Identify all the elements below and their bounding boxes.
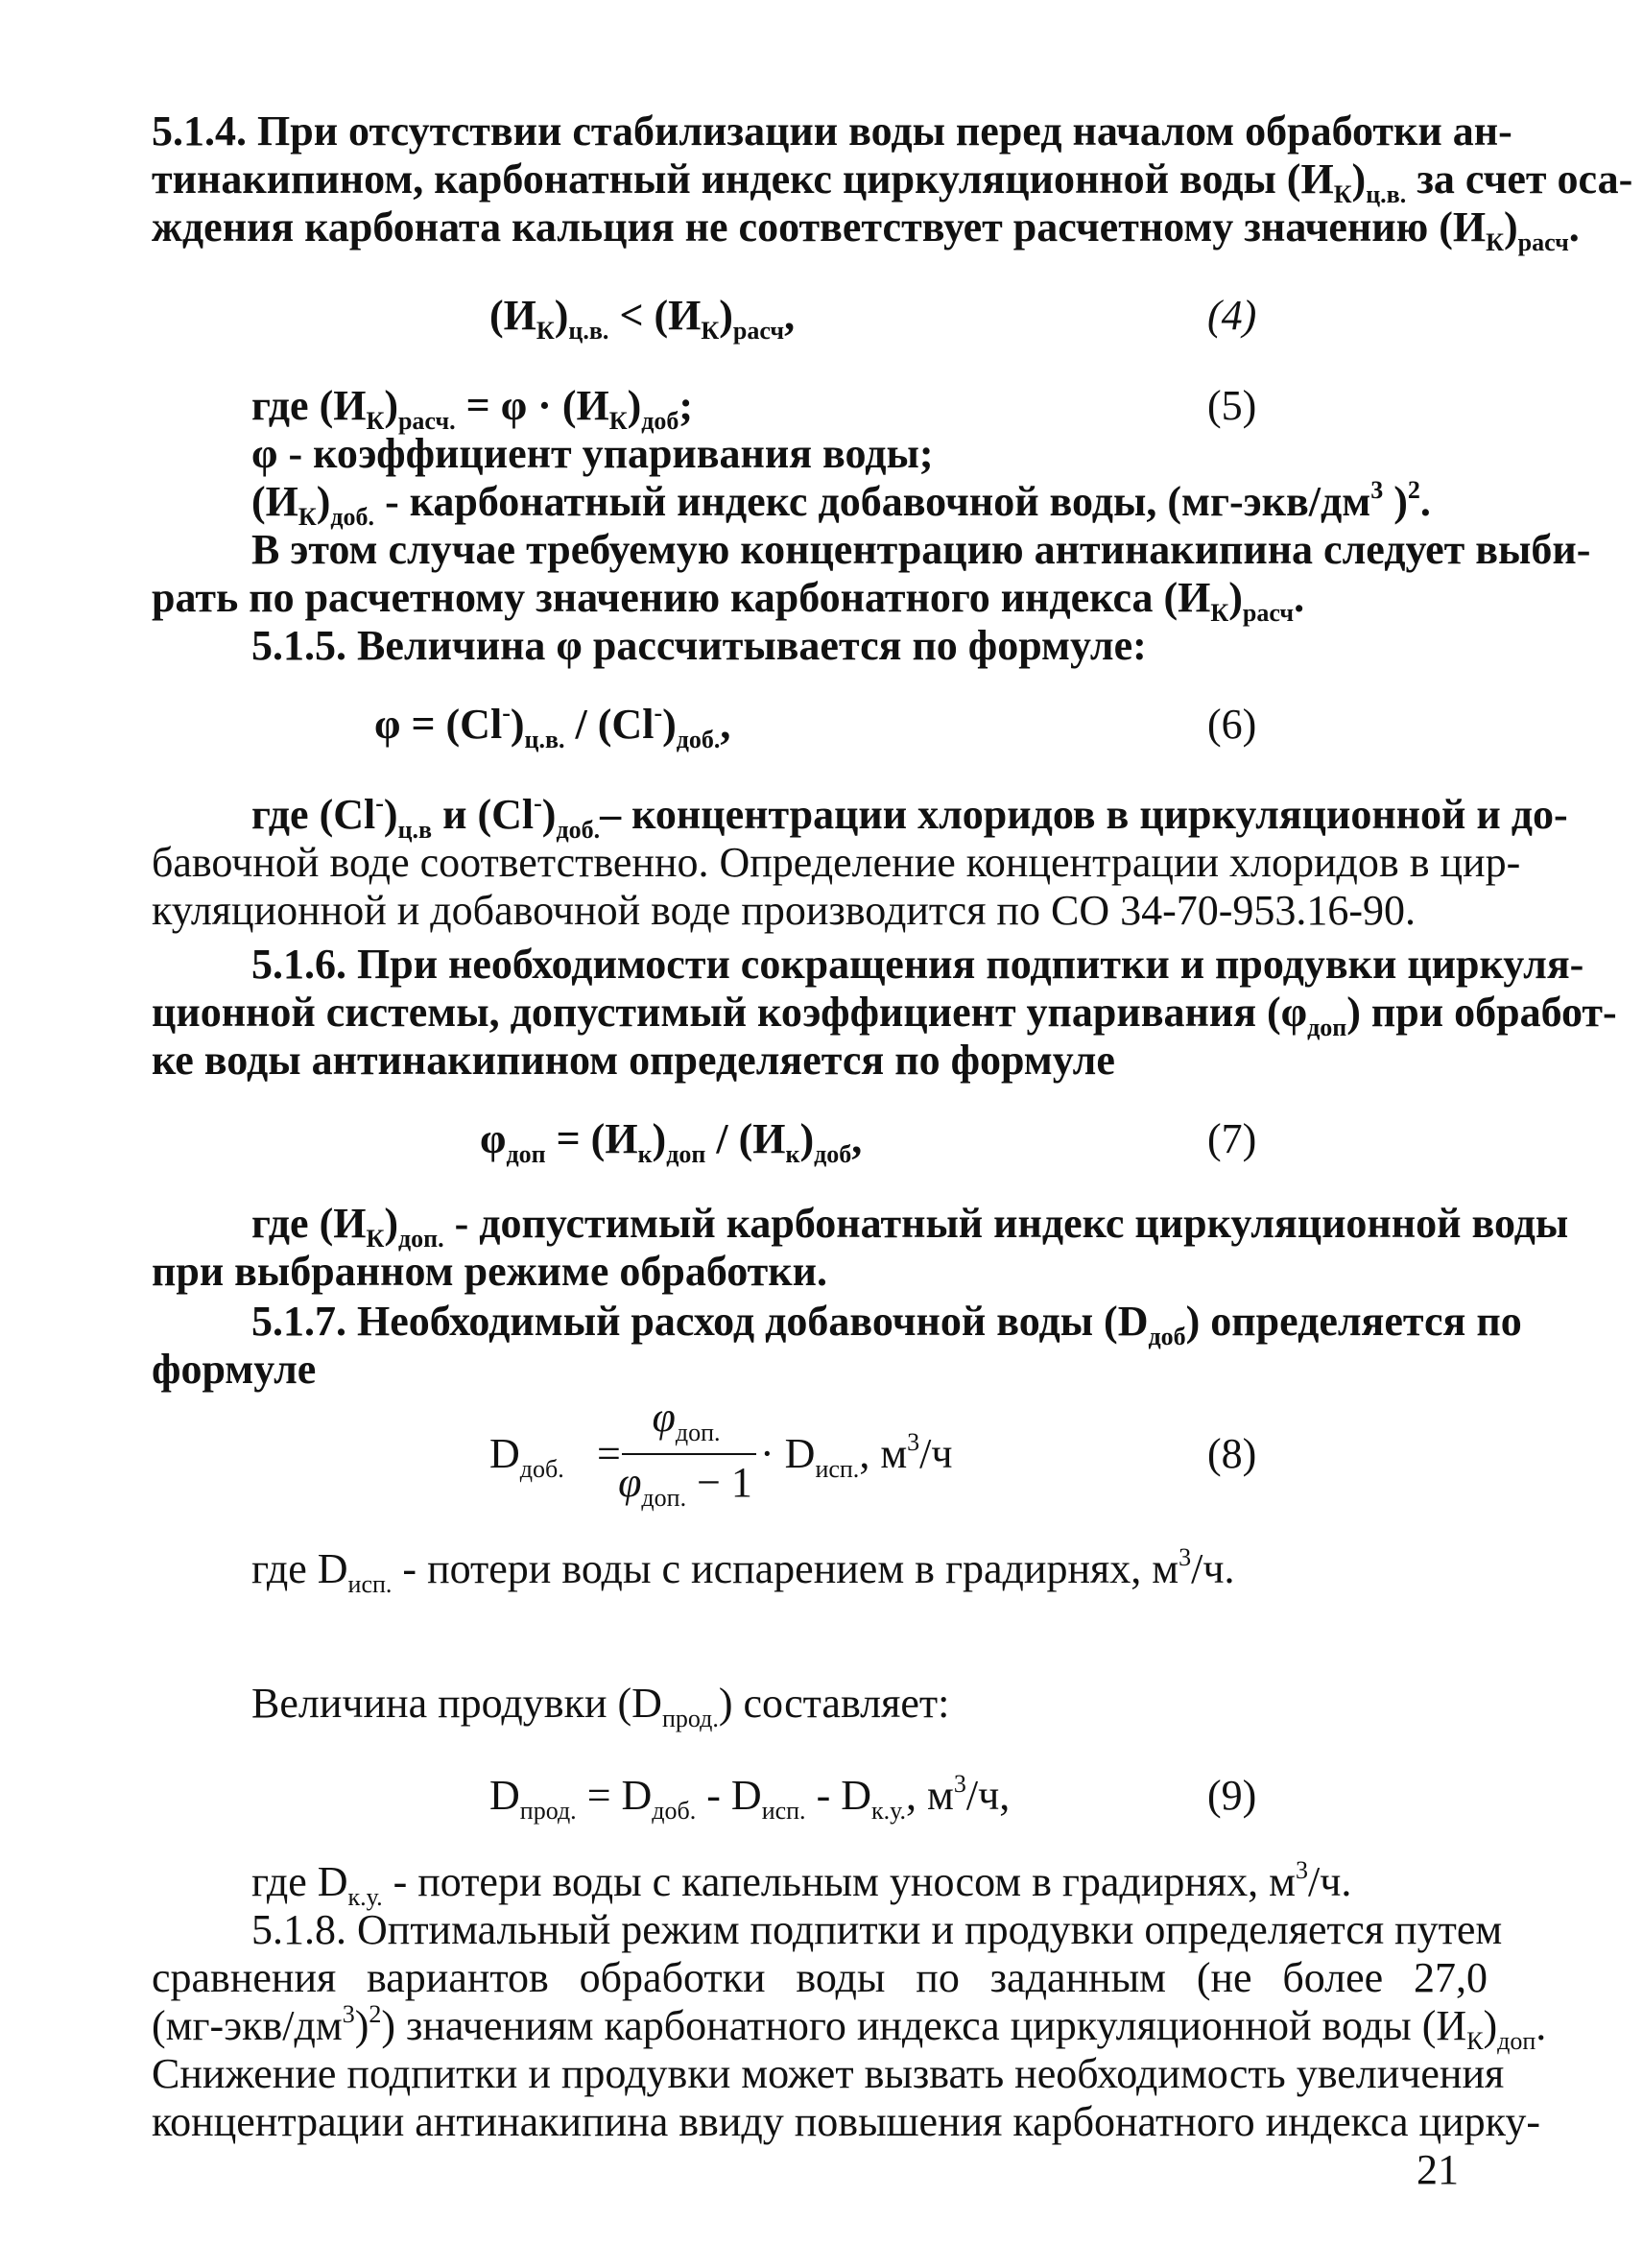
paragraph-5-1-8-line-4: Снижение подпитки и продувки может вызвать необходимость увеличения bbox=[152, 2050, 1505, 2097]
formula-8-rhs: · $D_{исп.}$, $м^3/ч$ bbox=[760, 1428, 953, 1483]
paragraph-5-1-7-line-1: 5.1.7. Необходимый расход добавочной воды $(D_{доб})$ определяется по bbox=[251, 1298, 1522, 1350]
formula-8-fraction-bar bbox=[622, 1453, 756, 1455]
paragraph-5-1-5-title: 5.1.5. Величина φ рассчитывается по формуле: bbox=[251, 622, 1147, 669]
blowdown-intro: Величина продувки $(D_{прод.})$ составляет: bbox=[251, 1680, 950, 1732]
phi-definition: φ - коэффициент упаривания воды; bbox=[251, 430, 934, 477]
formula-5-number: (5) bbox=[1207, 382, 1257, 429]
paragraph-5-1-8-line-5: концентрации антинакипина ввиду повышения карбонатного индекса цирку- bbox=[152, 2098, 1541, 2145]
formula-6: $\varphi = (Cl^-)_{ц.в.} / (Cl^-)_{доб.}$, bbox=[374, 699, 731, 753]
chloride-line-1: где $(Cl^-)_{ц.в}$ и $(Cl^-)_{доб.}-$ концентрации хлоридов в циркуляционной и до- bbox=[251, 789, 1568, 844]
formula-6-number: (6) bbox=[1207, 701, 1257, 748]
formula-9: $D_{прод.} = D_{доб.} - D_{исп.} - D_{к.у.}$, $м^3/ч$, bbox=[489, 1770, 1011, 1825]
paragraph-5-1-6-line-3: ке воды антинакипином определяется по формуле bbox=[152, 1037, 1115, 1084]
case-line-1: В этом случае требуемую концентрацию антинакипина следует выби- bbox=[251, 526, 1591, 573]
paragraph-5-1-4-line-1: 5.1.4. При отсутствии стабилизации воды перед началом обработки ан- bbox=[152, 107, 1512, 155]
formula-7-number: (7) bbox=[1207, 1115, 1257, 1162]
formula-8-lhs: $D_{доб.}$ bbox=[489, 1430, 564, 1483]
paragraph-5-1-4-line-2: тинакипином, карбонатный индекс циркуляционной воды $(И_К)_{ц.в.}$ за счет оса- bbox=[152, 155, 1633, 208]
paragraph-5-1-8-line-2: сравнения вариантов обработки воды по заданным (не более 27,0 bbox=[152, 1954, 1488, 2001]
d-isp-definition: где $D_{исп.}$ - потери воды с испарением в градирнях, $м^3/ч$. bbox=[251, 1543, 1235, 1598]
formula-8-equals: = bbox=[597, 1430, 621, 1477]
case-line-2: рать по расчетному значению карбонатного индекса $(И_К)_{расч}$. bbox=[152, 574, 1305, 627]
d-ku-definition: где $D_{к.у.}$ - потери воды с капельным уносом в градирнях, $м^3/ч$. bbox=[251, 1856, 1352, 1911]
paragraph-5-1-8-line-1: 5.1.8. Оптимальный режим подпитки и продувки определяется путем bbox=[251, 1906, 1503, 1953]
ik-dop-line-1: где $(И_К)_{доп.}$ - допустимый карбонатный индекс циркуляционной воды bbox=[251, 1200, 1569, 1253]
formula-7: $\varphi_{доп} = (И_к)_{доп} / (И_к)_{доб}$, bbox=[480, 1115, 863, 1168]
paragraph-5-1-8-line-3: $(мг-экв/дм^3)^2$) значениям карбонатного индекса циркуляционной воды $(И_К)_{доп}$. bbox=[152, 2000, 1547, 2055]
formula-9-number: (9) bbox=[1207, 1772, 1257, 1819]
paragraph-5-1-7-line-2: формуле bbox=[152, 1346, 317, 1393]
paragraph-5-1-6-line-2: ционной системы, допустимый коэффициент упаривания $(\varphi_{доп})$ при обработ- bbox=[152, 989, 1617, 1041]
page-number: 21 bbox=[1417, 2146, 1459, 2193]
ik-dob-definition: $(И_К)_{доб.}$ - карбонатный индекс добавочной воды, ($мг-экв/дм^3$ )$^2$. bbox=[251, 476, 1431, 531]
paragraph-5-1-4-line-3: ждения карбоната кальция не соответствует расчетному значению $(И_К)_{расч}$. bbox=[152, 203, 1580, 256]
formula-8-numerator: $\varphi_{доп.}$ bbox=[652, 1394, 721, 1446]
ik-dop-line-2: при выбранном режиме обработки. bbox=[152, 1248, 827, 1295]
chloride-line-2: бавочной воде соответственно. Определение концентрации хлоридов в цир- bbox=[152, 839, 1521, 886]
paragraph-5-1-6-line-1: 5.1.6. При необходимости сокращения подпитки и продувки циркуля- bbox=[251, 941, 1584, 988]
formula-8-denominator: $\varphi_{доп.} - 1$ bbox=[618, 1459, 752, 1512]
formula-4: $(И_К)_{ц.в.} < (И_К)_{расч}$, bbox=[489, 292, 796, 345]
chloride-line-3: куляционной и добавочной воде производится по СО 34-70-953.16-90. bbox=[152, 887, 1417, 934]
formula-5: где $(И_К)_{расч.} = \varphi \cdot (И_К)_{доб}$; bbox=[251, 382, 694, 435]
formula-8-number: (8) bbox=[1207, 1430, 1257, 1477]
formula-4-number: (4) bbox=[1207, 292, 1257, 339]
